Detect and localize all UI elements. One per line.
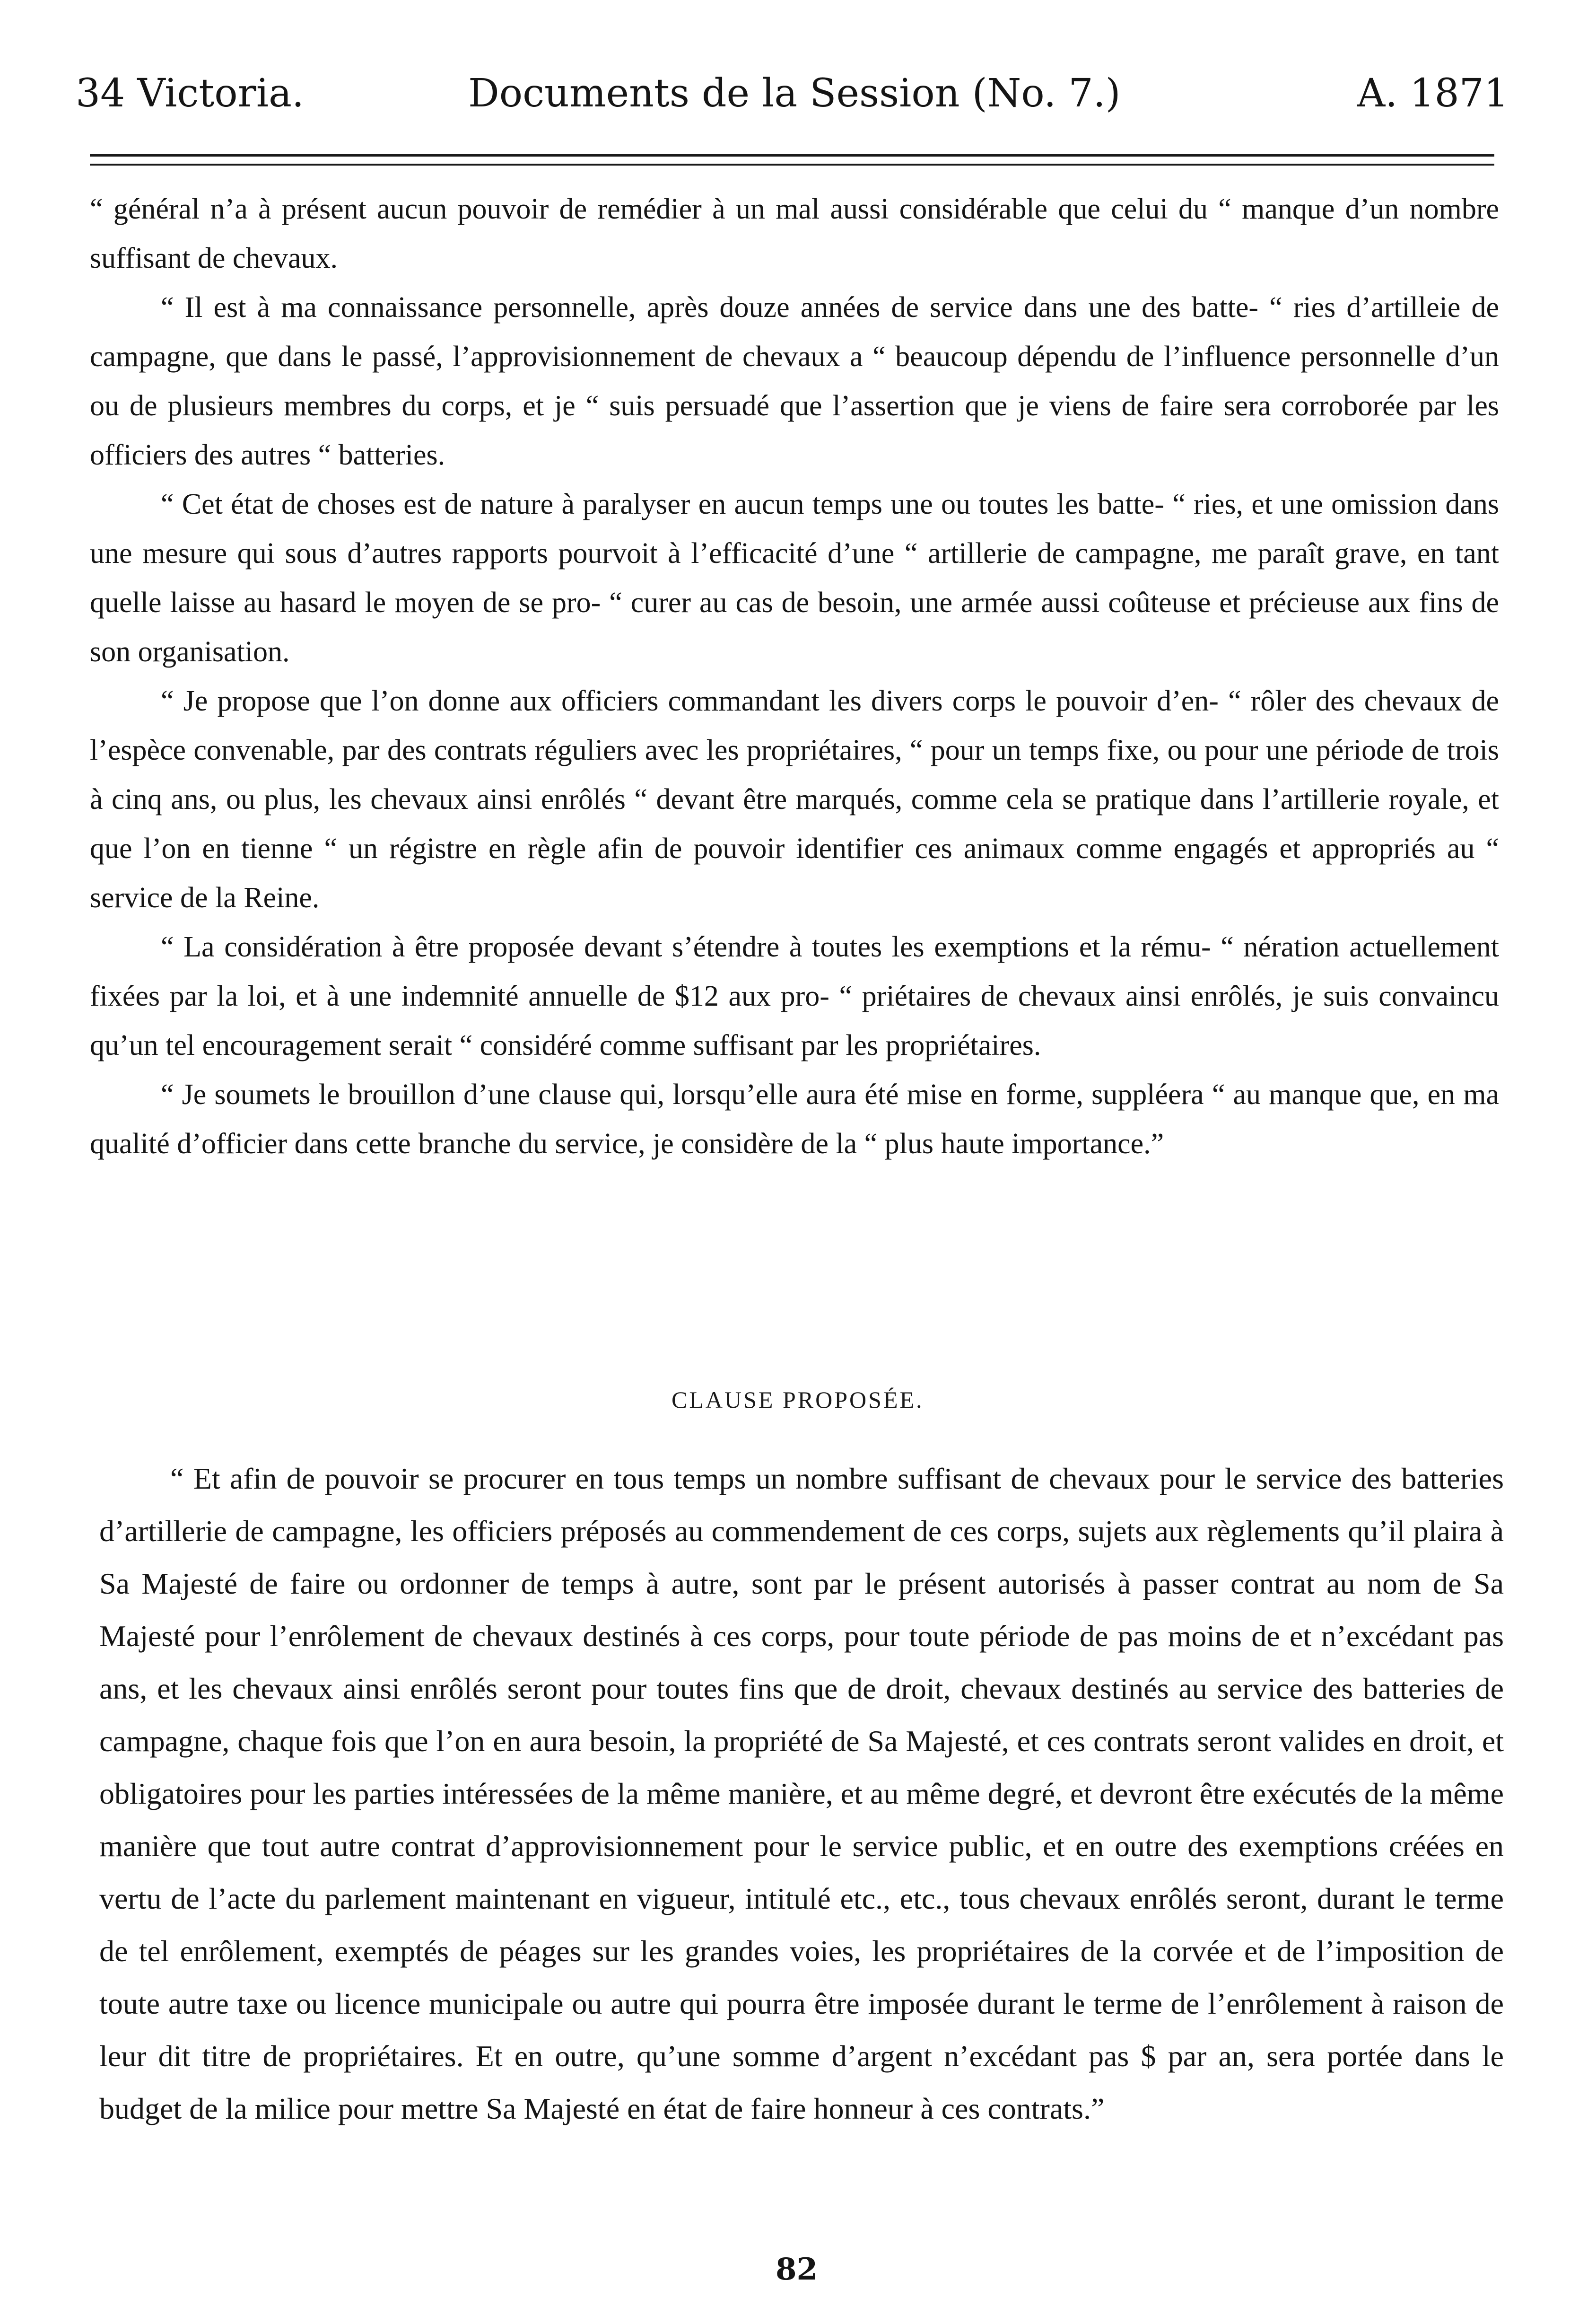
letter-body	[90, 184, 1499, 1168]
header-year: A. 1871	[1357, 71, 1509, 116]
paragraph-3: “ Cet état de choses est de nature à paralyser en aucun temps une ou toutes les batte- “ ries, et une omission dans une mesure qui sous d’autres rapports pourvoit à l’efficacité d’une “ artillerie de campagne, me paraît grave, en tant quelle laisse au hasard le moyen de se pro- “ curer au cas de besoin, une armée aussi coûteuse et précieuse aux fins de son organisation.	[90, 488, 1499, 668]
paragraph-2: “ Il est à ma connaissance personnelle, après douze années de service dans une des batte- “ ries d’artilleie de campagne, que dans le passé, l’approvisionnement de chevaux a “ beaucoup dépendu de l’influence personnelle d’un ou de plusieurs membres du corps, et je “ suis persuadé que l’assertion que je viens de faire sera corroborée par les officiers des autres “ batteries.	[90, 291, 1499, 471]
running-header	[76, 71, 1509, 128]
paragraph-5: “ La considération à être proposée devant s’étendre à toutes les exemptions et la rému- “ nération actuellement fixées par la loi, et à une indemnité annuelle de $12 aux pro- “ priétaires de chevaux ainsi enrôlés, je suis convaincu qu’un tel encouragement serait “ considéré comme suffisant par les propriétaires.	[90, 931, 1499, 1061]
clause-heading: CLAUSE PROPOSÉE.	[672, 1386, 924, 1413]
header-document-title: Documents de la Session (No. 7.)	[468, 71, 1121, 116]
page-number: 82	[776, 2252, 818, 2287]
paragraph-1: “ général n’a à présent aucun pouvoir de remédier à un mal aussi considérable que celui du “ manque d’un nombre suffisant de chevaux.	[90, 193, 1499, 274]
clause-paragraph: “ Et afin de pouvoir se procurer en tous temps un nombre suffisant de chevaux pour le service des batteries d’artillerie de campagne, les officiers préposés au commendement de ces corps, sujets aux règlements qu’il plaira à Sa Majesté de faire ou ordonner de temps à autre, sont par le présent autorisés à passer contrat au nom de Sa Majesté pour l’enrôlement de chevaux destinés à ces corps, pour toute période de pas moins de et n’excédant pas ans, et les chevaux ainsi enrôlés seront pour toutes fins que de droit, chevaux destinés au service des batteries de campagne, chaque fois que l’on en aura besoin, la propriété de Sa Majesté, et ces contrats seront valides en droit, et obligatoires pour les parties intéressées de la même manière, et au même degré, et devront être exécutés de la même manière que tout autre contrat d’approvisionnement pour le service public, et en outre des exemptions créées en vertu de l’acte du parlement maintenant en vigueur, intitulé etc., etc., tous chevaux enrôlés seront, durant le terme de tel enrôlement, exemptés de péages sur les grandes voies, les propriétaires de la corvée et de l’imposition de toute autre taxe ou licence municipale ou autre qui pourra être imposée durant le terme de l’enrôlement à raison de leur dit titre de propriétaires. Et en outre, qu’une somme d’argent n’excédant pas $ par an, sera portée dans le budget de la milice pour mettre Sa Majesté en état de faire honneur à ces contrats.”	[99, 1462, 1504, 2125]
header-rule-bottom	[90, 164, 1494, 166]
paragraph-4: “ Je propose que l’on donne aux officiers commandant les divers corps le pouvoir d’en- “ rôler des chevaux de l’espèce convenable, par des contrats réguliers avec les propriétaires, “ pour un temps fixe, ou pour une période de trois à cinq ans, ou plus, les chevaux ainsi enrôlés “ devant être marqués, comme cela se pratique dans l’artillerie royale, et que l’on en tienne “ un régistre en règle afin de pouvoir identifier ces animaux comme engagés et appropriés au “ service de la Reine.	[90, 685, 1499, 914]
paragraph-6: “ Je soumets le brouillon d’une clause qui, lorsqu’elle aura été mise en forme, suppléera “ au manque que, en ma qualité d’officier dans cette branche du service, je considère de la “ plus haute importance.”	[90, 1079, 1499, 1160]
header-rule-top	[90, 154, 1494, 157]
proposed-clause	[99, 1452, 1504, 2135]
header-session-year: 34 Victoria.	[76, 71, 305, 116]
